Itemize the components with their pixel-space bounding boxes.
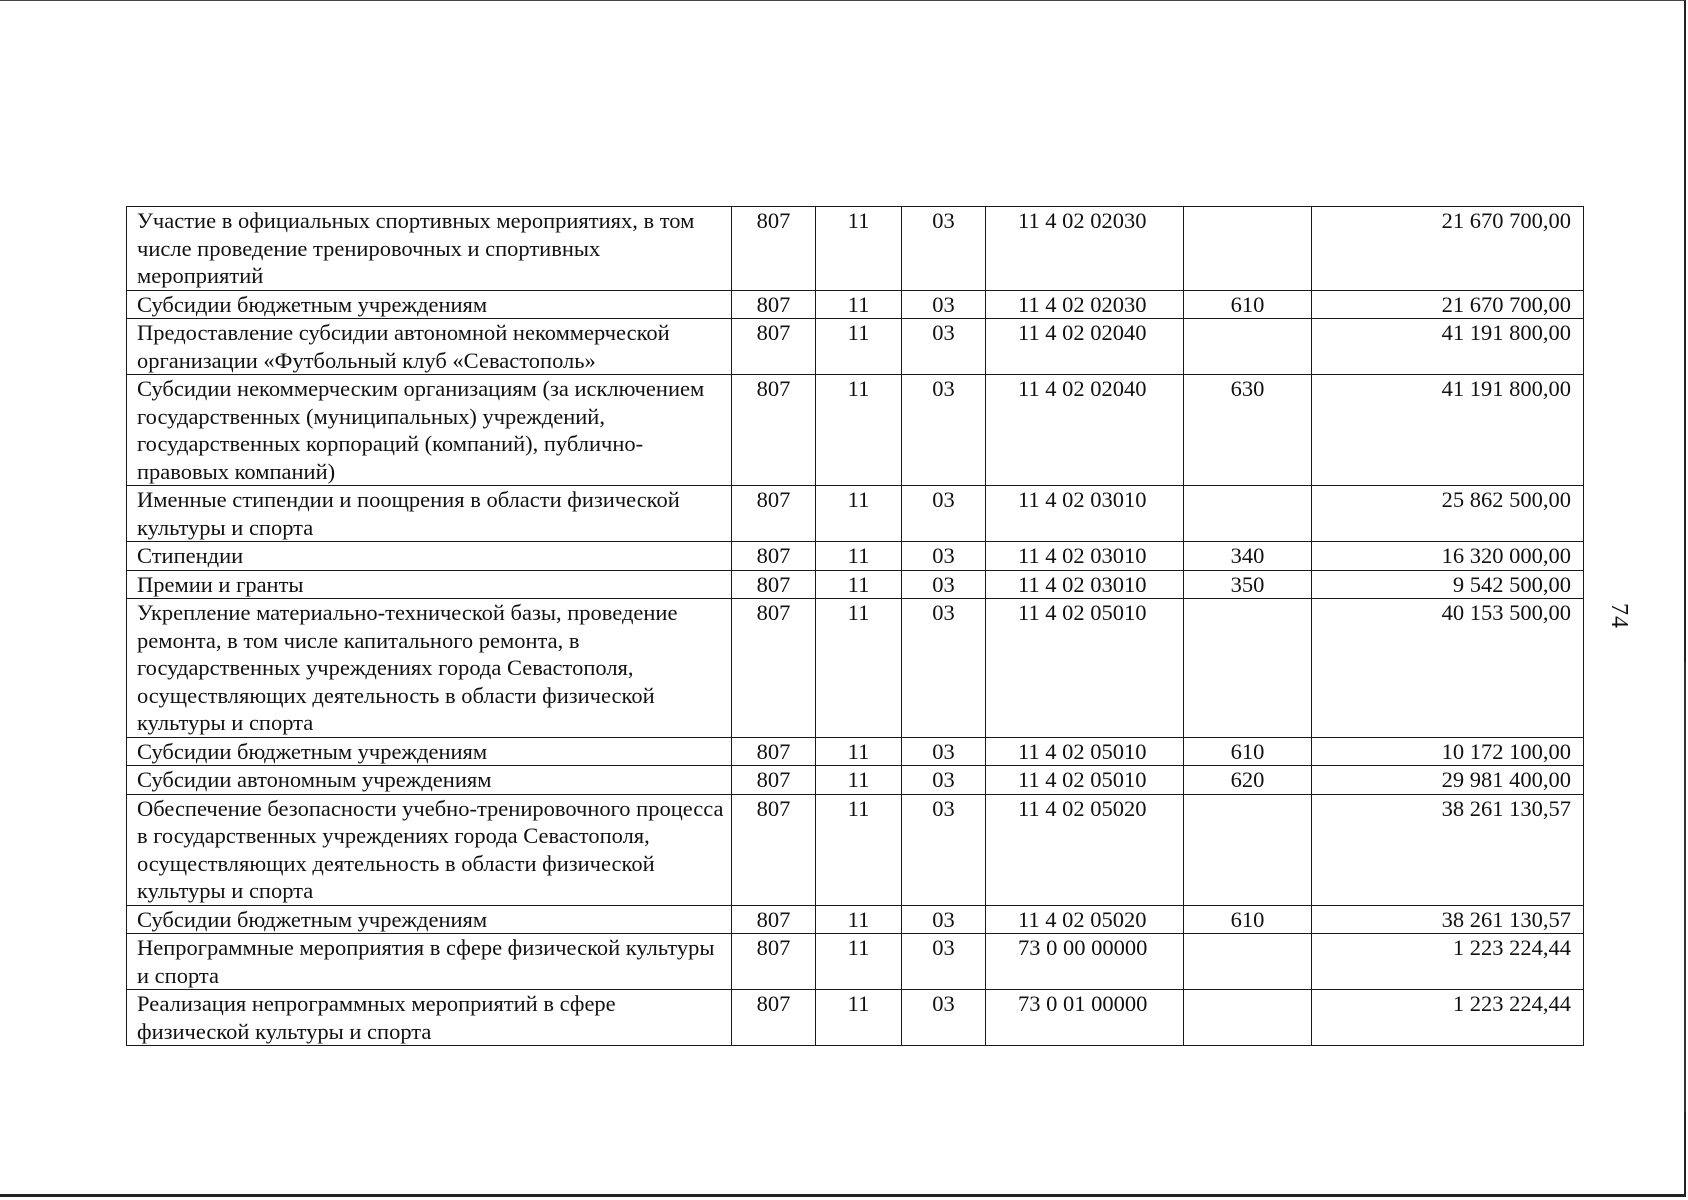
budget-table-body [127,207,1584,1046]
cell-name: Обеспечение безопасности учебно-тренировочного процесса в государственных учреждениях города Севастополя, осуществляющих деятельность в области физической культуры и спорта [127,794,732,905]
cell-name: Укрепление материально-технической базы, проведение ремонта, в том числе капитального ремонта, в государственных учреждениях города Севастополя, осуществляющих деятельность в области физической культуры и спорта [127,599,732,738]
cell-expense-type: 610 [1184,737,1312,766]
cell-ministry-code: 807 [732,990,816,1046]
table-row [127,766,1584,795]
cell-target-article: 11 4 02 02030 [986,290,1184,319]
cell-amount: 41 191 800,00 [1312,375,1584,486]
cell-name: Предоставление субсидии автономной некоммерческой организации «Футбольный клуб «Севастополь» [127,319,732,375]
cell-expense-type: 620 [1184,766,1312,795]
cell-target-article: 11 4 02 05020 [986,794,1184,905]
cell-amount: 38 261 130,57 [1312,794,1584,905]
cell-target-article: 73 0 01 00000 [986,990,1184,1046]
page-number: 74 [1606,603,1632,629]
cell-target-article: 73 0 00 00000 [986,934,1184,990]
cell-ministry-code: 807 [732,766,816,795]
cell-section-code: 11 [816,794,902,905]
cell-ministry-code: 807 [732,375,816,486]
cell-name: Именные стипендии и поощрения в области физической культуры и спорта [127,486,732,542]
cell-subsection-code: 03 [902,570,986,599]
cell-amount: 10 172 100,00 [1312,737,1584,766]
table-row [127,207,1584,291]
cell-section-code: 11 [816,766,902,795]
cell-target-article: 11 4 02 02030 [986,207,1184,291]
cell-section-code: 11 [816,375,902,486]
cell-subsection-code: 03 [902,375,986,486]
cell-section-code: 11 [816,207,902,291]
cell-target-article: 11 4 02 02040 [986,375,1184,486]
cell-target-article: 11 4 02 05010 [986,737,1184,766]
cell-amount: 1 223 224,44 [1312,934,1584,990]
cell-expense-type [1184,934,1312,990]
cell-target-article: 11 4 02 05010 [986,766,1184,795]
cell-amount: 29 981 400,00 [1312,766,1584,795]
table-row [127,290,1584,319]
table-row [127,570,1584,599]
cell-amount: 41 191 800,00 [1312,319,1584,375]
cell-amount: 9 542 500,00 [1312,570,1584,599]
table-row [127,486,1584,542]
cell-name: Непрограммные мероприятия в сфере физической культуры и спорта [127,934,732,990]
cell-amount: 40 153 500,00 [1312,599,1584,738]
cell-ministry-code: 807 [732,207,816,291]
cell-ministry-code: 807 [732,290,816,319]
cell-target-article: 11 4 02 02040 [986,319,1184,375]
cell-expense-type: 350 [1184,570,1312,599]
cell-name: Субсидии бюджетным учреждениям [127,905,732,934]
cell-ministry-code: 807 [732,737,816,766]
cell-target-article: 11 4 02 03010 [986,570,1184,599]
cell-section-code: 11 [816,542,902,571]
budget-table [126,206,1584,1046]
table-row [127,934,1584,990]
cell-expense-type [1184,794,1312,905]
cell-ministry-code: 807 [732,905,816,934]
cell-amount: 21 670 700,00 [1312,290,1584,319]
cell-ministry-code: 807 [732,319,816,375]
cell-section-code: 11 [816,319,902,375]
cell-section-code: 11 [816,486,902,542]
table-row [127,794,1584,905]
cell-subsection-code: 03 [902,794,986,905]
cell-name: Стипендии [127,542,732,571]
cell-subsection-code: 03 [902,319,986,375]
cell-amount: 21 670 700,00 [1312,207,1584,291]
table-row [127,990,1584,1046]
cell-subsection-code: 03 [902,766,986,795]
cell-subsection-code: 03 [902,905,986,934]
cell-subsection-code: 03 [902,542,986,571]
cell-name: Премии и гранты [127,570,732,599]
cell-amount: 16 320 000,00 [1312,542,1584,571]
cell-ministry-code: 807 [732,570,816,599]
cell-amount: 38 261 130,57 [1312,905,1584,934]
cell-ministry-code: 807 [732,542,816,571]
cell-subsection-code: 03 [902,486,986,542]
cell-amount: 1 223 224,44 [1312,990,1584,1046]
table-row [127,375,1584,486]
cell-subsection-code: 03 [902,737,986,766]
cell-subsection-code: 03 [902,290,986,319]
page-edge-mark [1684,662,1686,1112]
cell-subsection-code: 03 [902,599,986,738]
table-row [127,905,1584,934]
cell-ministry-code: 807 [732,934,816,990]
cell-expense-type: 340 [1184,542,1312,571]
cell-expense-type [1184,207,1312,291]
cell-section-code: 11 [816,599,902,738]
cell-name: Субсидии автономным учреждениям [127,766,732,795]
cell-name: Участие в официальных спортивных мероприятиях, в том числе проведение тренировочных и спортивных мероприятий [127,207,732,291]
cell-expense-type: 610 [1184,290,1312,319]
cell-section-code: 11 [816,737,902,766]
cell-subsection-code: 03 [902,934,986,990]
cell-section-code: 11 [816,934,902,990]
cell-expense-type [1184,990,1312,1046]
cell-ministry-code: 807 [732,486,816,542]
cell-name: Реализация непрограммных мероприятий в сфере физической культуры и спорта [127,990,732,1046]
cell-target-article: 11 4 02 03010 [986,486,1184,542]
cell-expense-type: 630 [1184,375,1312,486]
cell-expense-type [1184,486,1312,542]
table-row [127,599,1584,738]
cell-subsection-code: 03 [902,207,986,291]
cell-section-code: 11 [816,570,902,599]
cell-ministry-code: 807 [732,599,816,738]
cell-expense-type [1184,319,1312,375]
cell-section-code: 11 [816,905,902,934]
cell-expense-type: 610 [1184,905,1312,934]
cell-target-article: 11 4 02 05010 [986,599,1184,738]
cell-section-code: 11 [816,990,902,1046]
cell-section-code: 11 [816,290,902,319]
cell-name: Субсидии бюджетным учреждениям [127,290,732,319]
table-row [127,319,1584,375]
cell-amount: 25 862 500,00 [1312,486,1584,542]
cell-name: Субсидии бюджетным учреждениям [127,737,732,766]
cell-ministry-code: 807 [732,794,816,905]
cell-expense-type [1184,599,1312,738]
cell-target-article: 11 4 02 05020 [986,905,1184,934]
cell-name: Субсидии некоммерческим организациям (за исключением государственных (муниципальных) учреждений, государственных корпораций (компаний), публично-правовых компаний) [127,375,732,486]
cell-target-article: 11 4 02 03010 [986,542,1184,571]
table-row [127,542,1584,571]
cell-subsection-code: 03 [902,990,986,1046]
table-row [127,737,1584,766]
